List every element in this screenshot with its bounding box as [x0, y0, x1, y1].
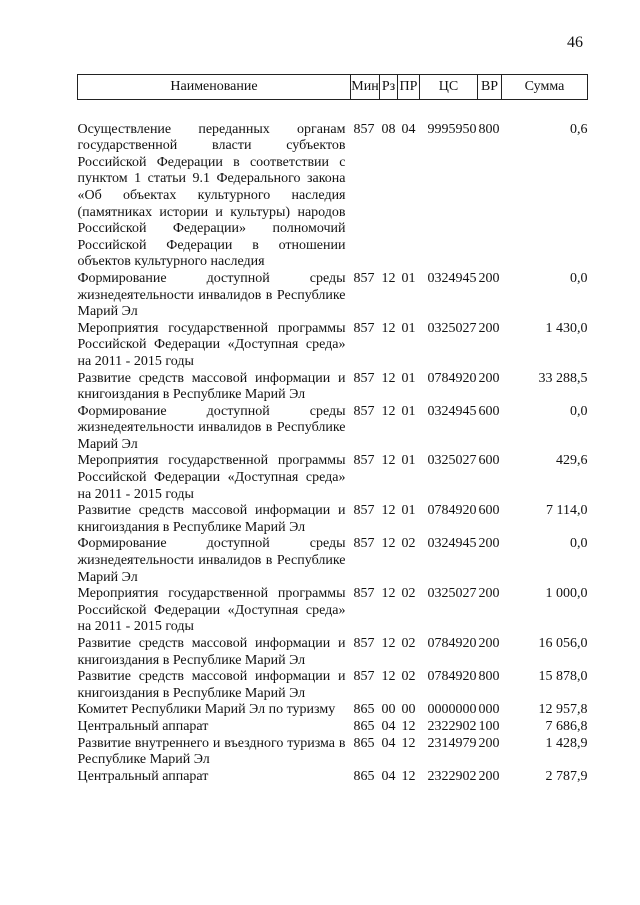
table-row [78, 769, 588, 786]
row-vr: 600 [478, 503, 500, 519]
row-name: Осуществление переданных органам государственной власти субъектов Российской Федерации в соответствии с пунктом 1 статьи 9.1 Федерального закона «Об объектах культурного наследия (памятниках истории и культуры) народов Российской Федерации» полномочий Российской Федерации в отношении объектов культурного наследия [77, 121, 346, 270]
row-vr: 800 [478, 669, 500, 685]
row-min: 865 [353, 768, 375, 784]
row-pr: 12 [401, 735, 416, 751]
row-pr: 01 [401, 370, 416, 386]
row-cs: 9995950 [427, 121, 477, 137]
row-cs: 0325027 [427, 586, 477, 602]
table-row [78, 271, 588, 321]
table-row [78, 321, 588, 371]
row-vr: 200 [478, 270, 500, 286]
row-min: 857 [353, 320, 375, 336]
table-body [78, 99, 588, 785]
row-sum: 33 288,5 [538, 370, 588, 386]
row-min: 857 [353, 370, 375, 386]
row-pr: 12 [401, 768, 416, 784]
row-rz: 04 [381, 718, 396, 734]
budget-table [77, 74, 588, 785]
row-cs: 2322902 [427, 768, 477, 784]
row-name: Комитет Республики Марий Эл по туризму [77, 702, 336, 718]
row-sum: 16 056,0 [538, 636, 588, 651]
row-vr: 200 [478, 768, 500, 784]
table-row [78, 371, 588, 404]
row-vr: 000 [478, 702, 500, 718]
row-min: 857 [353, 669, 375, 685]
row-rz: 12 [381, 669, 396, 685]
row-pr: 02 [401, 586, 416, 602]
table-row [78, 736, 588, 769]
table-header [78, 75, 588, 100]
row-cs: 0784920 [427, 370, 477, 386]
row-rz: 12 [381, 320, 396, 336]
row-sum: 7 686,8 [545, 718, 588, 734]
row-name: Развитие средств массовой информации и книгоиздания в Республике Марий Эл [77, 669, 346, 701]
row-pr: 02 [401, 536, 416, 552]
row-pr: 01 [401, 320, 416, 336]
table-row [78, 719, 588, 736]
row-pr: 01 [401, 403, 416, 419]
row-vr: 200 [478, 636, 500, 651]
row-min: 857 [353, 536, 375, 552]
row-rz: 08 [381, 121, 396, 137]
header-sum: Сумма [502, 75, 588, 100]
row-cs: 2322902 [427, 718, 477, 734]
row-min: 857 [353, 403, 375, 419]
row-rz: 04 [381, 735, 396, 751]
row-vr: 200 [478, 370, 500, 386]
row-sum: 0,0 [570, 536, 588, 552]
table-row [78, 404, 588, 454]
row-sum: 1 430,0 [545, 320, 588, 336]
row-pr: 02 [401, 636, 416, 651]
row-name: Формирование доступной среды жизнедеятельности инвалидов в Республике Марий Эл [77, 403, 346, 452]
row-min: 857 [353, 586, 375, 602]
row-sum: 0,0 [570, 270, 588, 286]
row-name: Мероприятия государственной программы Российской Федерации «Доступная среда» на 2011 - 2015 годы [77, 320, 346, 369]
row-pr: 01 [401, 270, 416, 286]
row-min: 865 [353, 735, 375, 751]
row-min: 857 [353, 636, 375, 651]
row-rz: 12 [381, 536, 396, 552]
row-cs: 0324945 [427, 270, 477, 286]
row-cs: 0324945 [427, 403, 477, 419]
row-sum: 12 957,8 [538, 702, 588, 718]
row-sum: 0,6 [570, 121, 588, 137]
row-cs: 0325027 [427, 453, 477, 469]
header-vr: ВР [478, 75, 502, 100]
row-pr: 01 [401, 453, 416, 469]
row-cs: 0784920 [427, 503, 477, 519]
table-row [78, 536, 588, 586]
row-name: Мероприятия государственной программы Российской Федерации «Доступная среда» на 2011 - 2015 годы [77, 586, 346, 635]
row-cs: 2314979 [427, 735, 477, 751]
row-min: 865 [353, 718, 375, 734]
row-cs: 0784920 [427, 636, 477, 651]
table-row [78, 586, 588, 636]
header-pr: ПР [398, 75, 420, 100]
page-number: 46 [567, 34, 583, 51]
table-row [78, 669, 588, 702]
row-sum: 1 428,9 [545, 735, 588, 751]
row-min: 865 [353, 702, 375, 718]
row-vr: 200 [478, 536, 500, 552]
row-pr: 01 [401, 503, 416, 519]
row-vr: 100 [478, 718, 500, 734]
table-row [78, 503, 588, 536]
row-rz: 12 [381, 503, 396, 519]
header-rz: Рз [380, 75, 398, 100]
header-name: Наименование [78, 75, 351, 100]
row-name: Развитие внутреннего и въездного туризма в Республике Марий Эл [77, 735, 346, 768]
row-vr: 200 [478, 735, 500, 751]
header-min: Мин [351, 75, 380, 100]
row-name: Центральный аппарат [77, 718, 209, 734]
row-sum: 429,6 [556, 453, 588, 469]
row-name: Формирование доступной среды жизнедеятельности инвалидов в Республике Марий Эл [77, 536, 346, 585]
row-pr: 00 [401, 702, 416, 718]
row-rz: 12 [381, 403, 396, 419]
row-rz: 12 [381, 586, 396, 602]
row-min: 857 [353, 270, 375, 286]
row-min: 857 [353, 453, 375, 469]
row-sum: 15 878,0 [538, 669, 588, 685]
row-rz: 12 [381, 453, 396, 469]
table-row [78, 636, 588, 669]
row-pr: 02 [401, 669, 416, 685]
row-sum: 7 114,0 [546, 503, 588, 519]
row-cs: 0784920 [427, 669, 477, 685]
row-rz: 12 [381, 270, 396, 286]
row-cs: 0000000 [427, 702, 477, 718]
row-rz: 00 [381, 702, 396, 718]
header-cs: ЦС [420, 75, 478, 100]
row-name: Мероприятия государственной программы Российской Федерации «Доступная среда» на 2011 - 2015 годы [77, 453, 346, 502]
row-min: 857 [353, 503, 375, 519]
table-row [78, 702, 588, 719]
row-min: 857 [353, 121, 375, 137]
row-pr: 04 [401, 121, 416, 137]
row-sum: 0,0 [570, 403, 588, 419]
row-name: Центральный аппарат [77, 768, 209, 784]
row-pr: 12 [401, 718, 416, 734]
row-vr: 200 [478, 320, 500, 336]
row-vr: 800 [478, 121, 500, 137]
row-rz: 12 [381, 370, 396, 386]
table-row [78, 453, 588, 503]
row-rz: 12 [381, 636, 396, 651]
row-vr: 200 [478, 586, 500, 602]
row-cs: 0325027 [427, 320, 477, 336]
row-sum: 2 787,9 [545, 768, 588, 784]
row-sum: 1 000,0 [545, 586, 588, 602]
row-rz: 04 [381, 768, 396, 784]
row-vr: 600 [478, 453, 500, 469]
row-cs: 0324945 [427, 536, 477, 552]
row-vr: 600 [478, 403, 500, 419]
row-name: Формирование доступной среды жизнедеятельности инвалидов в Республике Марий Эл [77, 270, 346, 320]
row-name: Развитие средств массовой информации и книгоиздания в Республике Марий Эл [77, 503, 346, 535]
table-row [78, 99, 588, 271]
row-name: Развитие средств массовой информации и книгоиздания в Республике Марий Эл [77, 636, 346, 668]
row-name: Развитие средств массовой информации и книгоиздания в Республике Марий Эл [77, 370, 346, 403]
